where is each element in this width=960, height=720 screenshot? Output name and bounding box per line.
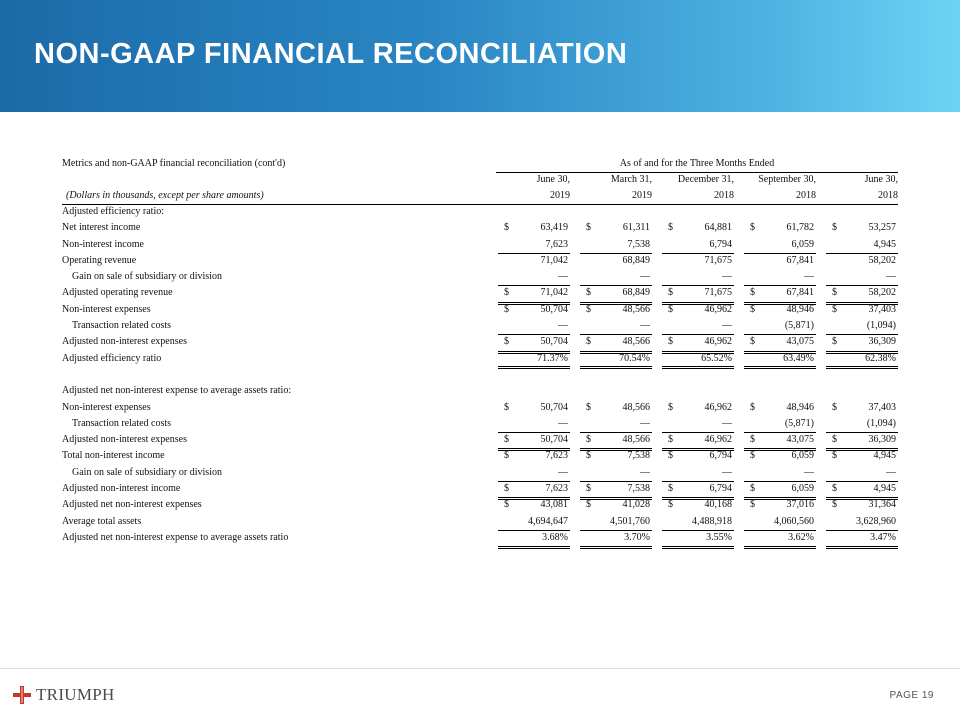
value-cell: 36,309 [868, 336, 896, 348]
value-cell: 46,962 [704, 303, 732, 315]
table-row [62, 269, 898, 285]
currency-symbol: $ [750, 287, 755, 299]
value-cell: 7,623 [545, 450, 568, 462]
value-cell: 63.49% [783, 352, 814, 364]
value-cell: 61,311 [622, 222, 650, 234]
value-cell: 70.54% [619, 352, 650, 364]
currency-symbol: $ [504, 483, 509, 495]
column-header-year: 2019 [632, 190, 652, 201]
currency-symbol: $ [750, 303, 755, 315]
value-cell: 53,257 [868, 222, 896, 234]
table-row [62, 416, 898, 432]
value-cell: 7,538 [627, 450, 650, 462]
value-cell: — [722, 466, 732, 478]
value-cell: 48,566 [622, 401, 650, 413]
currency-symbol: $ [668, 450, 673, 462]
column-header-period: December 31, [677, 174, 734, 185]
value-cell: 63,419 [540, 222, 568, 234]
row-label: Adjusted net non-interest expense to average assets ratio [62, 531, 289, 543]
column-header-year: 2019 [550, 190, 570, 201]
currency-symbol: $ [586, 401, 591, 413]
column-header-period: June 30, [864, 174, 898, 185]
value-cell: 3.70% [624, 531, 650, 543]
table-row [62, 220, 898, 236]
value-cell: — [558, 417, 568, 429]
currency-symbol: $ [504, 401, 509, 413]
table-row [62, 253, 898, 269]
currency-symbol: $ [832, 222, 837, 234]
row-label: Net interest income [62, 222, 141, 234]
value-cell: (5,871) [784, 320, 814, 332]
currency-symbol: $ [668, 222, 673, 234]
table-row [62, 204, 898, 220]
row-label: Total non-interest income [62, 450, 165, 462]
table-row [62, 318, 898, 334]
currency-symbol: $ [504, 450, 509, 462]
value-cell: 3.47% [870, 531, 896, 543]
value-cell: 46,962 [704, 336, 732, 348]
row-label: Adjusted net non-interest expenses [62, 499, 202, 511]
reconciliation-table [62, 156, 898, 546]
value-cell: 67,841 [786, 287, 814, 299]
currency-symbol: $ [668, 434, 673, 446]
value-cell: 3,628,960 [856, 515, 896, 527]
table-caption: Metrics and non-GAAP financial reconciliation (cont'd) [62, 158, 286, 169]
units-note: (Dollars in thousands, except per share amounts) [66, 190, 264, 201]
currency-symbol: $ [586, 483, 591, 495]
currency-symbol: $ [504, 434, 509, 446]
currency-symbol: $ [668, 303, 673, 315]
currency-symbol: $ [504, 499, 509, 511]
value-cell: 46,962 [704, 434, 732, 446]
value-cell: 7,623 [545, 238, 568, 250]
table-row [62, 497, 898, 513]
value-cell: — [804, 466, 814, 478]
row-label: Transaction related costs [72, 417, 172, 429]
row-label: Adjusted non-interest expenses [62, 336, 187, 348]
value-cell: 67,841 [786, 254, 814, 266]
table-row [62, 383, 898, 399]
value-cell: — [640, 417, 650, 429]
value-cell: 7,538 [627, 238, 650, 250]
value-cell: 71,042 [540, 287, 568, 299]
value-cell: 58,202 [868, 254, 896, 266]
footer-divider [0, 668, 960, 669]
currency-symbol: $ [832, 434, 837, 446]
currency-symbol: $ [586, 450, 591, 462]
logo-text: TRIUMPH [36, 685, 115, 704]
value-cell: 4,060,560 [774, 515, 814, 527]
value-cell: — [722, 271, 732, 283]
row-label: Adjusted non-interest expenses [62, 434, 187, 446]
table-row [62, 481, 898, 497]
currency-symbol: $ [586, 303, 591, 315]
currency-symbol: $ [668, 336, 673, 348]
currency-symbol: $ [586, 499, 591, 511]
value-cell: 4,945 [873, 238, 896, 250]
row-label: Adjusted efficiency ratio: [62, 206, 165, 217]
currency-symbol: $ [832, 303, 837, 315]
value-cell: — [558, 466, 568, 478]
value-cell: — [804, 271, 814, 283]
value-cell: (1,094) [866, 417, 896, 429]
value-cell: — [886, 271, 896, 283]
table-row [62, 514, 898, 530]
row-label: Adjusted net non-interest expense to average assets ratio: [62, 385, 292, 397]
row-label: Non-interest income [62, 238, 144, 250]
value-cell: (5,871) [784, 417, 814, 429]
value-cell: 62.38% [865, 352, 896, 364]
row-label: Adjusted operating revenue [62, 287, 173, 299]
value-cell: 43,075 [786, 434, 814, 446]
currency-symbol: $ [504, 336, 509, 348]
currency-symbol: $ [668, 499, 673, 511]
value-cell: 65.52% [701, 352, 732, 364]
row-label: Operating revenue [62, 254, 137, 266]
value-cell: — [640, 320, 650, 332]
value-cell: — [886, 466, 896, 478]
value-cell: 4,945 [873, 450, 896, 462]
currency-symbol: $ [832, 450, 837, 462]
column-header-year: 2018 [796, 190, 816, 201]
value-cell: — [640, 466, 650, 478]
company-logo [12, 682, 115, 708]
value-cell: 50,704 [540, 303, 568, 315]
value-cell: 64,881 [704, 222, 732, 234]
currency-symbol: $ [750, 483, 755, 495]
value-cell: 37,403 [868, 401, 896, 413]
value-cell: 71,675 [704, 287, 732, 299]
value-cell: 37,403 [868, 303, 896, 315]
column-header-year: 2018 [878, 190, 898, 201]
value-cell: 46,962 [704, 401, 732, 413]
currency-symbol: $ [750, 336, 755, 348]
value-cell: 6,794 [709, 483, 732, 495]
currency-symbol: $ [504, 222, 509, 234]
value-cell: 61,782 [786, 222, 814, 234]
value-cell: — [640, 271, 650, 283]
value-cell: 43,075 [786, 336, 814, 348]
value-cell: 58,202 [868, 287, 896, 299]
currency-symbol: $ [504, 303, 509, 315]
table-row [62, 400, 898, 416]
value-cell: 71.37% [537, 352, 568, 364]
value-cell: 37,016 [786, 499, 814, 511]
value-cell: 48,946 [786, 401, 814, 413]
column-header-period: June 30, [536, 174, 570, 185]
currency-symbol: $ [586, 222, 591, 234]
value-cell: 7,538 [627, 483, 650, 495]
value-cell: 40,168 [704, 499, 732, 511]
value-cell: 71,675 [704, 254, 732, 266]
value-cell: 68,849 [622, 254, 650, 266]
page-number: PAGE 19 [889, 690, 934, 701]
table-caption-row [62, 156, 898, 172]
row-label: Average total assets [62, 515, 142, 527]
value-cell: — [558, 271, 568, 283]
value-cell: 48,566 [622, 336, 650, 348]
value-cell: 71,042 [540, 254, 568, 266]
currency-symbol: $ [750, 499, 755, 511]
currency-symbol: $ [750, 222, 755, 234]
value-cell: 43,081 [540, 499, 568, 511]
value-cell: 48,566 [622, 434, 650, 446]
column-header-period: March 31, [610, 174, 652, 185]
currency-symbol: $ [750, 401, 755, 413]
row-label: Adjusted non-interest income [62, 483, 181, 495]
period-group-header: As of and for the Three Months Ended [496, 156, 898, 173]
table-row [62, 432, 898, 448]
value-cell: (1,094) [866, 320, 896, 332]
page-title: NON-GAAP FINANCIAL RECONCILIATION [34, 38, 628, 70]
currency-symbol: $ [668, 401, 673, 413]
currency-symbol: $ [668, 287, 673, 299]
value-cell: 50,704 [540, 401, 568, 413]
currency-symbol: $ [832, 499, 837, 511]
currency-symbol: $ [668, 483, 673, 495]
value-cell: 3.68% [542, 531, 568, 543]
row-label: Gain on sale of subsidiary or division [72, 466, 222, 478]
row-label: Adjusted efficiency ratio [62, 352, 162, 364]
value-cell: 68,849 [622, 287, 650, 299]
table-row [62, 334, 898, 350]
spacer-row [62, 367, 898, 383]
currency-symbol: $ [504, 287, 509, 299]
value-cell: 50,704 [540, 336, 568, 348]
triumph-cross-icon [12, 685, 32, 705]
value-cell: 3.62% [788, 531, 814, 543]
table-row [62, 448, 898, 464]
value-cell: 6,059 [791, 450, 814, 462]
row-label: Non-interest expenses [62, 303, 151, 315]
value-cell: 4,488,918 [692, 515, 732, 527]
value-cell: 48,566 [622, 303, 650, 315]
table-row [62, 302, 898, 318]
value-cell: 4,945 [873, 483, 896, 495]
currency-symbol: $ [832, 401, 837, 413]
currency-symbol: $ [832, 483, 837, 495]
value-cell: 48,946 [786, 303, 814, 315]
table-row [62, 530, 898, 546]
table-row [62, 285, 898, 301]
currency-symbol: $ [832, 287, 837, 299]
row-label: Transaction related costs [72, 320, 172, 332]
currency-symbol: $ [586, 287, 591, 299]
value-cell: 6,794 [709, 238, 732, 250]
value-cell: 6,059 [791, 483, 814, 495]
value-cell: 3.55% [706, 531, 732, 543]
value-cell: 6,794 [709, 450, 732, 462]
value-cell: 36,309 [868, 434, 896, 446]
value-cell: 6,059 [791, 238, 814, 250]
row-label: Gain on sale of subsidiary or division [72, 271, 222, 283]
currency-symbol: $ [586, 434, 591, 446]
value-cell: 50,704 [540, 434, 568, 446]
value-cell: 7,623 [545, 483, 568, 495]
currency-symbol: $ [750, 450, 755, 462]
value-cell: 4,694,647 [528, 515, 568, 527]
value-cell: 41,028 [622, 499, 650, 511]
table-row [62, 351, 898, 367]
row-label: Non-interest expenses [62, 401, 151, 413]
currency-symbol: $ [750, 434, 755, 446]
value-cell: — [722, 320, 732, 332]
value-cell: — [558, 320, 568, 332]
value-cell: 31,364 [868, 499, 896, 511]
column-header-row-2 [62, 188, 898, 204]
title-banner [0, 0, 960, 112]
currency-symbol: $ [832, 336, 837, 348]
column-header-year: 2018 [714, 190, 734, 201]
table-row [62, 237, 898, 253]
column-header-period: September 30, [758, 174, 816, 185]
currency-symbol: $ [586, 336, 591, 348]
value-cell: 4,501,760 [610, 515, 650, 527]
table-row [62, 465, 898, 481]
value-cell: — [722, 417, 732, 429]
column-header-row-1 [62, 172, 898, 188]
